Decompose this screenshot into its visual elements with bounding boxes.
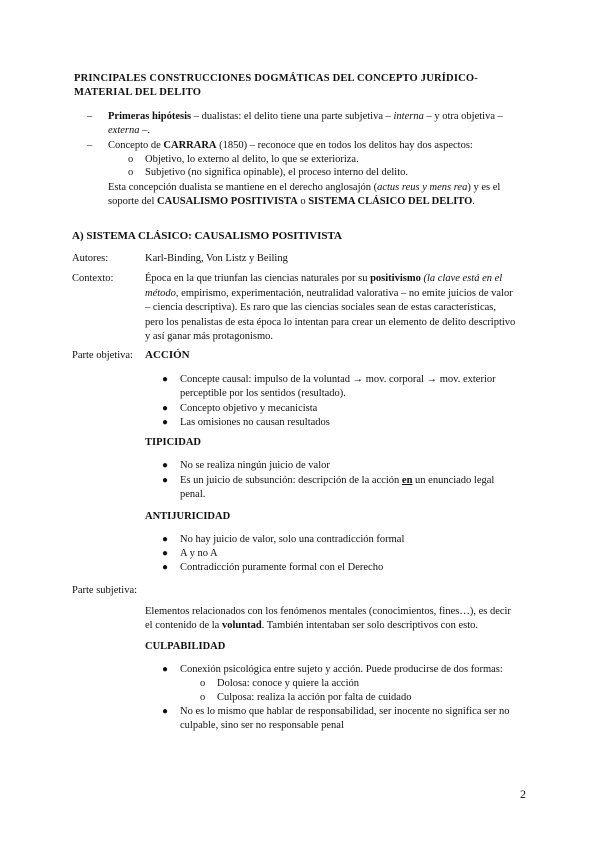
bullet-icon: ● — [162, 562, 169, 573]
bullet-icon: ● — [162, 374, 169, 385]
antijuricidad-heading: ANTIJURICIDAD — [145, 511, 231, 522]
bullet-icon: ● — [162, 706, 169, 717]
contexto-label: Contexto: — [72, 273, 114, 284]
culpabilidad-heading: CULPABILIDAD — [145, 641, 226, 652]
tipicidad-item-2: Es un juicio de subsunción: descripción de la acción en un enunciado legal penal. — [180, 475, 495, 500]
culpabilidad-item-1: Conexión psicológica entre sujeto y acción. Puede producirse de dos formas: — [180, 664, 503, 675]
bullet-icon: ● — [162, 534, 169, 545]
accion-item-2: Concepto objetivo y mecanicista — [180, 403, 318, 414]
intro-paragraph: Esta concepción dualista se mantiene en el derecho anglosajón (actus reus y mens rea) y es el soporte del CAUSALISMO POSITIVISTA o SISTEMA CLÁSICO DEL DELITO. — [108, 182, 501, 207]
bold-term: Primeras hipótesis — [108, 111, 192, 122]
accion-heading: ACCIÓN — [145, 349, 190, 361]
dash-bullet: – — [87, 140, 93, 151]
circle-bullet: o — [128, 154, 134, 165]
intro-bullet-2: Concepto de CARRARA (1850) – reconoce que en todos los delitos hay dos aspectos: — [108, 140, 473, 151]
culpabilidad-sub-2: Culposa: realiza la acción por falta de cuidado — [217, 692, 412, 703]
section-heading: A) SISTEMA CLÁSICO: CAUSALISMO POSITIVISTA — [72, 230, 342, 242]
antijuricidad-item-1: No hay juicio de valor, solo una contradicción formal — [180, 534, 405, 545]
document-title — [74, 72, 534, 100]
tipicidad-heading: TIPICIDAD — [145, 437, 202, 448]
autores-label: Autores: — [72, 253, 109, 264]
circle-bullet: o — [200, 678, 206, 689]
dash-bullet: – — [87, 111, 93, 122]
sub-item-subjetivo: Subjetivo (no significa opinable), el proceso interno del delito. — [145, 167, 409, 178]
sub-item-objetivo: Objetivo, lo externo al delito, lo que se exterioriza. — [145, 154, 359, 165]
antijuricidad-item-3: Contradicción puramente formal con el Derecho — [180, 562, 384, 573]
arrow-right-icon: → — [352, 374, 364, 385]
antijuricidad-item-2: A y no A — [180, 548, 218, 559]
title-line-1: PRINCIPALES CONSTRUCCIONES DOGMÁTICAS DEL CONCEPTO JURÍDICO- — [74, 73, 478, 84]
accion-item-3: Las omisiones no causan resultados — [180, 417, 330, 428]
tipicidad-item-1: No se realiza ningún juicio de valor — [180, 460, 330, 471]
culpabilidad-item-2: No es lo mismo que hablar de responsabilidad, ser inocente no significa ser no culpable, sino ser no responsable penal — [180, 706, 510, 731]
bullet-icon: ● — [162, 460, 169, 471]
bullet-icon: ● — [162, 417, 169, 428]
contexto-paragraph: Época en la que triunfan las ciencias naturales por su positivismo (la clave está en el método, empirismo, experimentación, neutralidad valorativa – no emite juicios de valor – ciencia descriptiva). Es raro que las ciencias sociales sean de estas características, pero los penalistas de esta época lo intentan para crear un elemento de delito descriptivo y así ganar más protagonismo. — [145, 273, 516, 342]
circle-bullet: o — [128, 167, 134, 178]
title-line-2: MATERIAL DEL DELITO — [74, 87, 202, 98]
parte-subjetiva-label: Parte subjetiva: — [72, 585, 138, 596]
bullet-icon: ● — [162, 548, 169, 559]
culpabilidad-sub-1: Dolosa: conoce y quiere la acción — [217, 678, 359, 689]
subjetiva-paragraph: Elementos relacionados con los fenómenos mentales (conocimientos, fines…), es decir el contenido de la voluntad. También intentaban ser solo descriptivos con esto. — [145, 606, 511, 631]
autores-value: Karl-Binding, Von Listz y Beiling — [145, 253, 288, 264]
intro-bullet-1: Primeras hipótesis – dualistas: el delito tiene una parte subjetiva – interna – y otra objetiva – externa –. — [108, 111, 503, 136]
arrow-right-icon: → — [426, 374, 438, 385]
bullet-icon: ● — [162, 403, 169, 414]
page-number: 2 — [520, 787, 526, 801]
bullet-icon: ● — [162, 664, 169, 675]
bullet-icon: ● — [162, 475, 169, 486]
accion-item-1: Concepte causal: impulso de la voluntad → mov. corporal → mov. exterior perceptible por los sentidos (resultado). — [180, 374, 496, 399]
parte-objetiva-label: Parte objetiva: — [72, 350, 133, 361]
circle-bullet: o — [200, 692, 206, 703]
